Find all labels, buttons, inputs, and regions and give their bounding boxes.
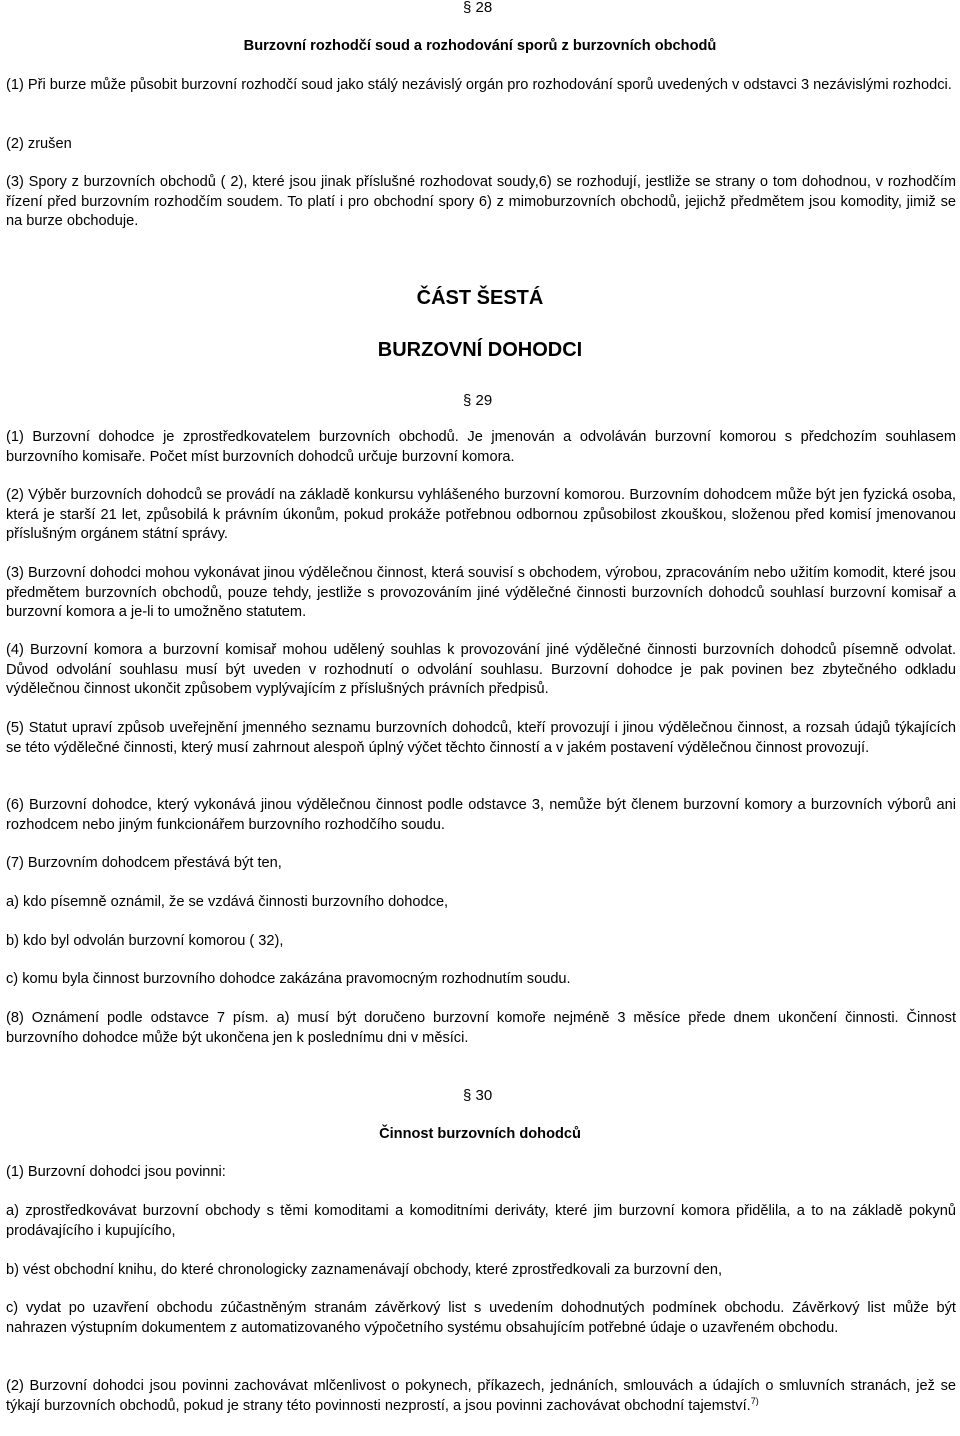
section-30-number [463, 1086, 492, 1106]
list-item: b) vést obchodní knihu, do které chronologicky zaznamenávají obchody, které zprostředkovali za burzovní den, [6, 1262, 723, 1278]
list-item: a) kdo písemně oznámil, že se vzdává činnosti burzovního dohodce, [6, 894, 449, 910]
section-30-heading: Činnost burzovních dohodců [379, 1126, 581, 1142]
paragraph-text: (2) Burzovní dohodci jsou povinni zachovávat mlčenlivost o pokynech, příkazech, jednáních, smlouvách a údajích o smluvních stranách, jež se týkají burzovních obchodů, pokud je strany této povinnosti nezprostí, a jsou povinni zachovávat obchodní tajemství. [6, 1378, 956, 1414]
section-number: 28 [475, 0, 493, 16]
list-item: c) vydat po uzavření obchodu zúčastněným stranám závěrkový list s uvedením dohodnutých podmínek obchodu. Závěrkový list může být nahrazen výstupním dokumentem z automatizovaného výpočetního systému obsahujícím potřebné údaje o uzavřeném obchodu. [6, 1300, 956, 1336]
section-number: 30 [475, 1087, 493, 1104]
paragraph: (1) Burzovní dohodce je zprostředkovatelem burzovních obchodů. Je jmenován a odvoláván burzovní komorou s předchozím souhlasem burzovního komisaře. Počet míst burzovních dohodců určuje burzovní komora. [6, 429, 956, 465]
paragraph: (8) Oznámení podle odstavce 7 písm. a) musí být doručeno burzovní komoře nejméně 3 měsíce přede dnem ukončení činnosti. Činnost burzovního dohodce může být ukončena jen k poslednímu dni v měsíci. [6, 1010, 956, 1046]
paragraph: (6) Burzovní dohodce, který vykonává jinou výdělečnou činnost podle odstavce 3, nemůže být členem burzovní komory a burzovních výborů ani rozhodcem nebo jiným funkcionářem burzovního rozhodčího soudu. [6, 797, 956, 833]
paragraph [6, 1377, 956, 1416]
section-29-number [463, 391, 492, 411]
footnote-reference: 7) [750, 1395, 759, 1406]
paragraph: (1) Burzovní dohodci jsou povinni: [6, 1164, 226, 1180]
list-item: a) zprostředkovávat burzovní obchody s těmi komoditami a komoditními deriváty, které jim burzovní komora přidělila, a to na základě pokynů prodávajícího i kupujícího, [6, 1203, 956, 1239]
part-subtitle: BURZOVNÍ DOHODCI [377, 339, 583, 361]
paragraph: (4) Burzovní komora a burzovní komisař mohou udělený souhlas k provozování jiné výdělečné činnosti burzovních dohodců písemně odvolat. Důvod odvolání souhlasu musí být uveden v rozhodnutí o odvolání souhlasu. Burzovní dohodce je pak povinen bez zbytečného odkladu výdělečnou činnost ukončit způsobem vyplývajícím z příslušných právních předpisů. [6, 642, 956, 697]
paragraph: (2) zrušen [6, 136, 72, 152]
section-28-number [463, 0, 492, 18]
paragraph: (7) Burzovním dohodcem přestává být ten, [6, 855, 282, 871]
list-item: c) komu byla činnost burzovního dohodce zakázána pravomocným rozhodnutím soudu. [6, 971, 571, 987]
paragraph-sign: § [463, 392, 472, 409]
paragraph-sign: § [463, 0, 472, 16]
paragraph: (5) Statut upraví způsob uveřejnění jmenného seznamu burzovních dohodců, kteří provozují i jinou výdělečnou činnost, a rozsah údajů týkajících se této výdělečné činnosti, který musí zahrnout alespoň úplný výčet těchto činností a v jakém postavení výdělečnou činnost provozují. [6, 720, 956, 756]
section-number: 29 [475, 392, 493, 409]
section-28-heading: Burzovní rozhodčí soud a rozhodování sporů z burzovních obchodů [243, 38, 717, 54]
paragraph: (3) Burzovní dohodci mohou vykonávat jinou výdělečnou činnost, která souvisí s obchodem, výrobou, zpracováním nebo užitím komodit, které jsou předmětem burzovních obchodů, pouze tehdy, jestliže s provozováním jiné výdělečné činnosti burzovních dohodců souhlasí burzovní komisař a burzovní komora a je-li to umožněno statutem. [6, 565, 956, 620]
paragraph-sign: § [463, 1087, 472, 1104]
paragraph: (2) Výběr burzovních dohodců se provádí na základě konkursu vyhlášeného burzovní komorou. Burzovním dohodcem může být jen fyzická osoba, která je starší 21 let, způsobilá k právním úkonům, pokud prokáže potřebnou odbornou způsobilost zkouškou, složenou před komisí jmenovanou příslušným orgánem státní správy. [6, 487, 956, 542]
list-item: b) kdo byl odvolán burzovní komorou ( 32), [6, 933, 284, 949]
paragraph: (1) Při burze může působit burzovní rozhodčí soud jako stálý nezávislý orgán pro rozhodování sporů uvedených v odstavci 3 nezávislými rozhodci. [6, 77, 952, 93]
part-title: ČÁST ŠESTÁ [416, 287, 544, 309]
paragraph: (3) Spory z burzovních obchodů ( 2), které jsou jinak příslušné rozhodovat soudy,6) se rozhodují, jestliže se strany o tom dohodnou, v rozhodčím řízení před burzovním rozhodčím soudem. To platí i pro obchodní spory 6) z mimoburzovních obchodů, jejichž předmětem jsou komodity, jimiž se na burze obchoduje. [6, 174, 956, 229]
